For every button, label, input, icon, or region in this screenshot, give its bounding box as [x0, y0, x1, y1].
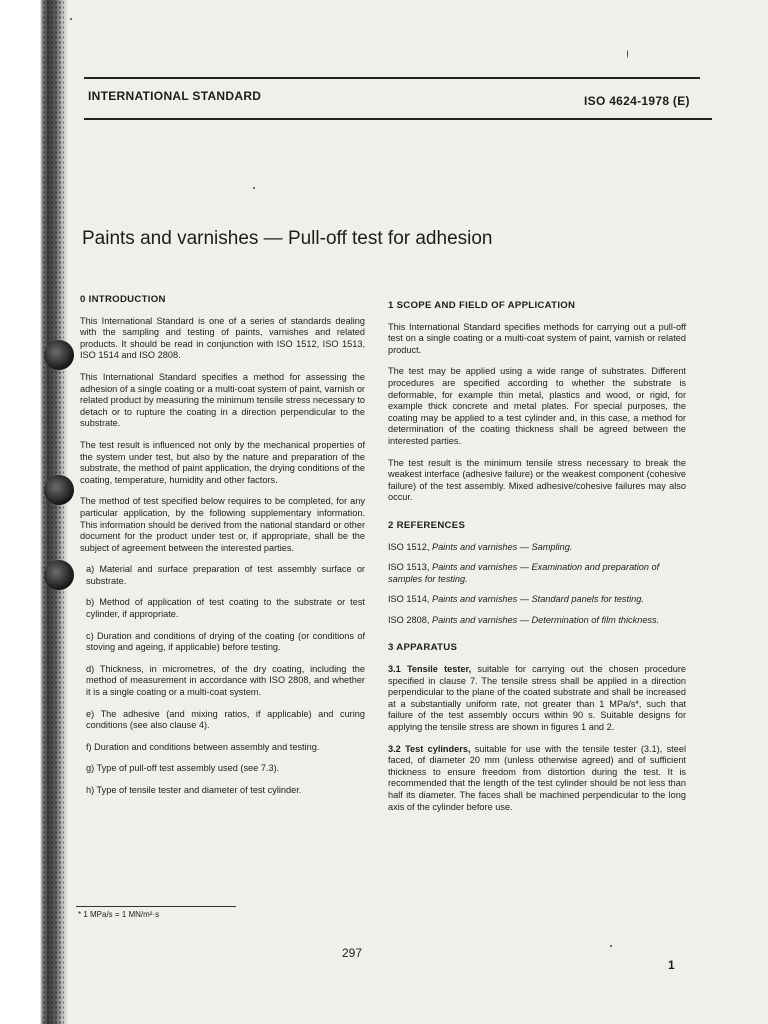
apparatus-paragraph [388, 664, 686, 734]
reference-code: ISO 1512, [388, 541, 430, 552]
punch-hole [44, 475, 74, 505]
reference-title: Paints and varnishes — Examination and preparation of samples for testing. [388, 562, 660, 584]
footnote-rule [76, 906, 236, 907]
list-item: a) Material and surface preparation of test assembly surface or substrate. [86, 564, 365, 586]
punch-hole [44, 560, 74, 590]
standard-label: INTERNATIONAL STANDARD [88, 89, 262, 103]
apparatus-heading: 3 APPARATUS [388, 642, 458, 654]
reference-code: ISO 1514, [388, 594, 430, 605]
intro-paragraph: This International Standard is one of a series of standards dealing with the sampling and testing of paints, varnishes and related products. It should be read in conjunction with ISO 1512, ISO 1513, ISO 1514 and ISO 2808. [80, 315, 365, 361]
scope-paragraph: The test may be applied using a wide range of substrates. Different procedures are specified according to whether the substrate is deformable, for example thin metal, plastics and wood, or rigid, for example thick concrete and metal plates. For special purposes, the coating may be applied to a test cylinder and, in this case, a method for determination of the coating thickness shall be agreed between the interested parties. [388, 366, 686, 446]
reference-title: Paints and varnishes — Determination of film thickness. [431, 614, 660, 625]
list-item: e) The adhesive (and mixing ratios, if applicable) and curing conditions (see also clause 4). [86, 708, 365, 731]
reference-item [388, 594, 686, 606]
list-item: c) Duration and conditions of drying of the coating (or conditions of stoving and ageing, if applicable) before testing. [86, 630, 365, 653]
standard-number: ISO 4624-1978 (E) [584, 94, 690, 108]
punch-hole [44, 340, 74, 370]
list-item: h) Type of tensile tester and diameter of test cylinder. [86, 785, 302, 795]
header-rule-top [84, 77, 700, 79]
intro-paragraph: This International Standard specifies a method for assessing the adhesion of a single coating or a multi-coat system of paint, varnish or related product by measuring the minimum tensile stress necessary to detach or to rupture the coating in a direction perpendicular to the substrate. [80, 371, 365, 429]
document-title: Paints and varnishes — Pull-off test for adhesion [82, 228, 493, 249]
scan-speck [610, 945, 612, 947]
reference-title: Paints and varnishes — Standard panels for testing. [431, 594, 644, 605]
reference-item [388, 615, 686, 627]
scope-paragraph: The test result is the minimum tensile stress necessary to break the weakest interface (adhesive failure) or the weakest component (cohesive failure) of the test assembly. Mixed adhesive/cohesive failures may also occur. [388, 457, 686, 503]
reference-code: ISO 2808, [388, 614, 430, 625]
left-column [80, 294, 365, 807]
list-item: b) Method of application of test coating to the substrate or test cylinder, if appropriate. [86, 597, 365, 620]
scan-speck [253, 187, 255, 189]
reference-code: ISO 1513, [388, 562, 430, 573]
reference-item [388, 542, 686, 554]
apparatus-paragraph [388, 744, 686, 814]
right-column [388, 300, 686, 823]
reference-item [388, 562, 686, 585]
intro-paragraph: The method of test specified below requires to be completed, for any particular application, by the following supplementary information. This information should be derived from the national standard or other document for the product under test or, if appropriate, shall be the subject of agreement between the interested parties. [80, 496, 365, 553]
clause-text: suitable for use with the tensile tester (3.1), steel faced, of diameter 20 mm (unless otherwise agreed) and of sufficient thickness to ensure freedom from distortion during the test. It is recommended that the length of the test cylinder should be not less than half its diameter. The faces shall be machined perpendicular to the long axis of the cylinder before use. [388, 743, 686, 812]
scan-speck [70, 18, 72, 20]
page-number: 297 [342, 946, 363, 960]
header-rule-bottom [84, 118, 712, 120]
clause-text: suitable for carrying out the chosen procedure specified in clause 7. The tensile stress shall be applied in a direction perpendicular to the plane of the coated substrate and shall be increased at a substantially uniform rate, not greater than 1 MPa/s*, such that failure of the test assembly occurs within 90 s. Suitable designs for applying the tensile stress are shown in figures 1 and 2. [388, 664, 686, 733]
binding-texture [42, 0, 64, 1024]
sheet-number: 1 [668, 958, 675, 972]
clause-lead: 3.2 Test cylinders, [388, 743, 471, 754]
scope-heading: 1 SCOPE AND FIELD OF APPLICATION [388, 300, 576, 311]
list-item: d) Thickness, in micrometres, of the dry coating, including the method of measurement in accordance with ISO 2808, and whether it is a single coating or a multi-coat system. [86, 663, 365, 698]
scan-speck [627, 50, 628, 58]
reference-title: Paints and varnishes — Sampling. [431, 541, 573, 552]
introduction-heading: 0 INTRODUCTION [80, 294, 166, 305]
references-heading: 2 REFERENCES [388, 519, 466, 531]
footnote: * 1 MPa/s = 1 MN/m²·s [78, 910, 160, 919]
list-item: g) Type of pull-off test assembly used (see 7.3). [86, 763, 280, 774]
scope-paragraph: This International Standard specifies methods for carrying out a pull-off test on a single coating or a multi-coat system of paint, varnish or related product. [388, 321, 686, 355]
intro-paragraph: The test result is influenced not only by the mechanical properties of the system under test, but also by the nature and preparation of the substrate, the method of paint application, the drying conditions of the coating, temperature, humidity and other factors. [80, 439, 365, 485]
list-item: f) Duration and conditions between assembly and testing. [86, 741, 320, 752]
clause-lead: 3.1 Tensile tester, [388, 664, 472, 675]
